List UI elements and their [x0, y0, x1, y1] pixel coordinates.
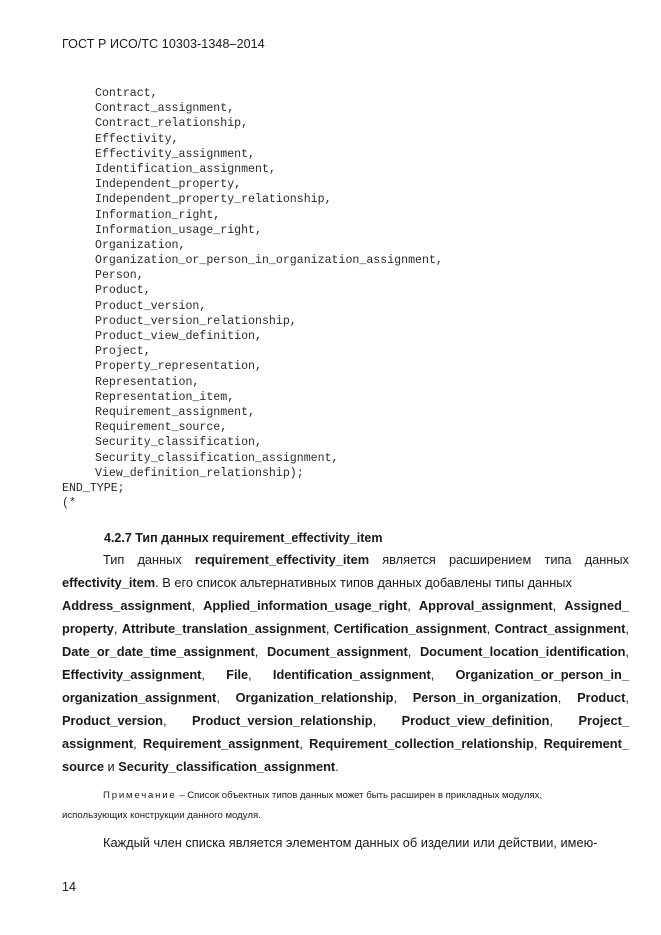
comma: ,	[299, 736, 303, 751]
comma: ,	[216, 690, 220, 705]
note-block	[62, 786, 629, 826]
type-name: Security_classification_assignment	[118, 759, 336, 774]
code-line: Product_view_definition,	[95, 330, 262, 343]
type-name: Attribute_translation_assignment	[121, 621, 326, 636]
note-line	[62, 786, 629, 806]
code-line: Product,	[95, 284, 151, 298]
type-name: organization_assignment	[62, 690, 217, 705]
type-name: requirement_effectivity_item	[194, 552, 370, 567]
type-name: Document_assignment	[266, 644, 408, 659]
text: типа	[544, 552, 572, 567]
type-name: Requirement_	[543, 736, 629, 751]
paragraph-requirement-effectivity-item	[62, 548, 629, 778]
type-name: Identification_assignment	[272, 667, 431, 682]
type-name: Product	[577, 690, 626, 705]
type-name: Applied_information_usage_right	[203, 598, 408, 613]
code-line: Product_version,	[95, 299, 207, 313]
text: . В его список альтернативных типов данных добавлены типы данных	[155, 575, 572, 590]
paragraph-line	[62, 594, 629, 617]
code-line: View_definition_relationship);	[95, 466, 304, 480]
document-header: ГОСТ Р ИСО/ТС 10303-1348–2014	[62, 37, 265, 51]
type-name: Requirement_collection_relationship	[309, 736, 534, 751]
code-line: Information_right,	[95, 208, 221, 222]
text: является	[382, 552, 436, 567]
code-line: Information_usage_right,	[95, 223, 262, 237]
type-name: source	[62, 759, 104, 774]
code-line: Security_classification,	[95, 436, 262, 450]
comma: ,	[191, 598, 195, 613]
paragraph-line	[62, 640, 629, 663]
code-line: Property_representation,	[95, 360, 262, 374]
text: .	[335, 759, 339, 774]
comma: ,	[486, 621, 491, 636]
code-line: (*	[62, 497, 76, 511]
type-name: Contract_assignment	[494, 621, 626, 636]
code-line: Security_classification_assignment,	[95, 451, 339, 465]
paragraph-line	[62, 663, 629, 686]
text: данных	[137, 552, 182, 567]
code-line: Requirement_assignment,	[95, 405, 256, 419]
note-label: Примечание	[103, 790, 177, 801]
comma: ,	[393, 690, 398, 705]
comma: ,	[625, 644, 629, 659]
type-name: Certification_assignment	[333, 621, 487, 636]
type-name: Requirement_assignment	[142, 736, 300, 751]
type-name: Assigned_	[564, 598, 629, 613]
comma: ,	[248, 667, 252, 682]
code-line: Contract,	[95, 87, 158, 100]
paragraph-line	[62, 709, 629, 732]
type-name: Product_version	[62, 713, 163, 728]
code-line: Requirement_source,	[95, 421, 228, 435]
paragraph-line	[62, 617, 629, 640]
type-name: assignment	[62, 736, 134, 751]
code-line: Representation_item,	[95, 390, 235, 404]
comma: ,	[133, 736, 137, 751]
page-number: 14	[62, 880, 76, 894]
paragraph-line	[62, 755, 629, 778]
type-name: Organization_relationship	[235, 690, 394, 705]
note-line	[62, 806, 629, 826]
comma: ,	[325, 621, 330, 636]
code-line: Independent_property,	[95, 178, 242, 192]
comma: ,	[552, 598, 557, 613]
code-line: Project,	[95, 345, 151, 359]
comma: ,	[549, 713, 554, 728]
code-line: Organization,	[95, 238, 186, 252]
comma: ,	[201, 667, 205, 682]
type-name: Date_or_date_time_assignment	[62, 644, 255, 659]
code-line: Identification_assignment,	[95, 162, 276, 176]
type-name: Organization_or_person_in_	[455, 667, 629, 682]
type-name: Effectivity_assignment	[62, 667, 202, 682]
comma: ,	[113, 621, 118, 636]
comma: ,	[162, 713, 167, 728]
text: и	[103, 759, 119, 774]
paragraph-line	[62, 732, 629, 755]
note-text: использующих конструкции данного модуля.	[62, 810, 261, 821]
code-line: Effectivity_assignment,	[95, 147, 256, 161]
type-name: Document_location_identification	[419, 644, 626, 659]
comma: ,	[625, 690, 629, 705]
type-name: Person_in_organization	[412, 690, 558, 705]
note-text: – Список объектных типов данных может быть расширен в прикладных модулях,	[176, 790, 543, 801]
code-line: Contract_assignment,	[95, 102, 235, 116]
type-name: Approval_assignment	[418, 598, 553, 613]
code-line: Organization_or_person_in_organization_assignment,	[95, 254, 443, 268]
paragraph-line: Каждый член списка является элементом данных об изделии или действии, имею-	[103, 835, 598, 850]
type-name: property	[62, 621, 114, 636]
type-name: Product_view_definition	[401, 713, 550, 728]
comma: ,	[372, 713, 377, 728]
text: данных	[584, 552, 629, 567]
comma: ,	[625, 621, 629, 636]
text: расширением	[448, 552, 532, 567]
type-name: Address_assignment	[62, 598, 192, 613]
paragraph-continuation	[62, 831, 629, 854]
type-name: Project_	[578, 713, 629, 728]
code-line: Contract_relationship,	[95, 117, 249, 131]
express-code-block	[62, 86, 443, 511]
comma: ,	[557, 690, 562, 705]
comma: ,	[533, 736, 538, 751]
code-line: Effectivity,	[95, 132, 179, 146]
type-name: Product_version_relationship	[191, 713, 373, 728]
paragraph-line	[62, 571, 629, 594]
code-line: Person,	[95, 269, 144, 283]
comma: ,	[254, 644, 259, 659]
code-line: Product_version_relationship,	[95, 314, 297, 328]
code-line: Representation,	[95, 375, 200, 389]
comma: ,	[407, 598, 411, 613]
comma: ,	[430, 667, 435, 682]
code-line: END_TYPE;	[62, 481, 125, 495]
comma: ,	[407, 644, 412, 659]
text: Тип	[103, 552, 125, 567]
type-name: File	[226, 667, 249, 682]
code-line: Independent_property_relationship,	[95, 193, 332, 207]
paragraph-line	[62, 548, 629, 571]
paragraph-line	[62, 686, 629, 709]
section-title: 4.2.7 Тип данных requirement_effectivity_item	[104, 531, 383, 545]
type-name: effectivity_item	[62, 575, 156, 590]
